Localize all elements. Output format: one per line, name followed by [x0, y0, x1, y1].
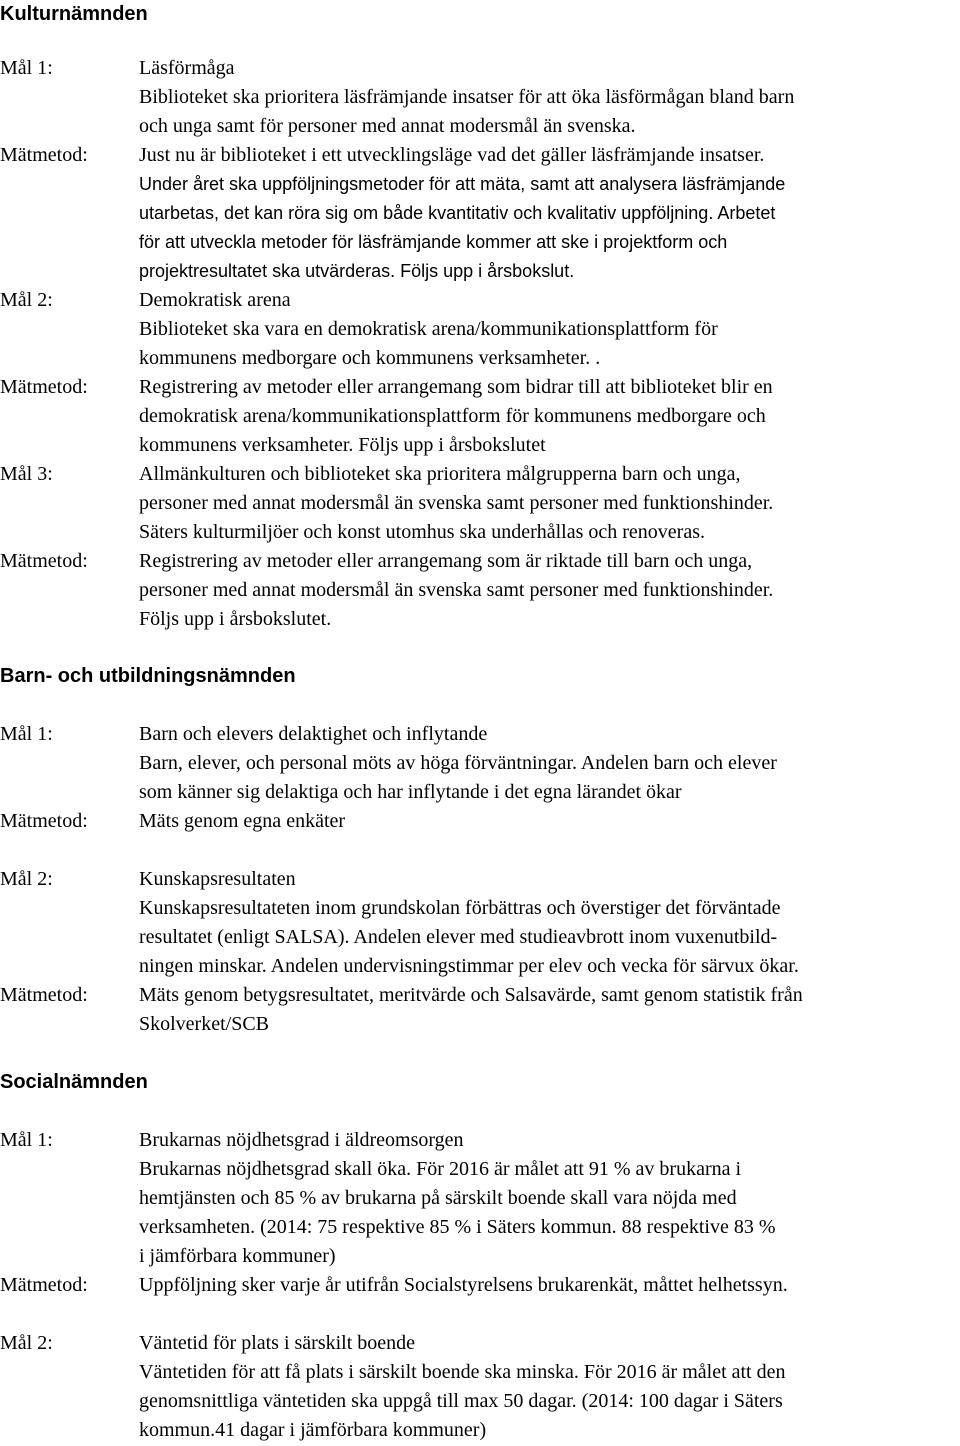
method-label: Mätmetod:	[0, 144, 88, 166]
body-text-line: Kunskapsresultateten inom grundskolan förbättras och överstiger det förväntade	[139, 897, 781, 919]
body-text-line: Barn och elevers delaktighet och inflytande	[139, 723, 488, 745]
body-text-line: Under året ska uppföljningsmetoder för att mäta, samt att analysera läsfrämjande	[139, 174, 786, 194]
method-label: Mätmetod:	[0, 810, 88, 832]
body-text-line: personer med annat modersmål än svenska samt personer med funktionshinder.	[139, 492, 774, 514]
body-text-line: kommunens verksamheter. Följs upp i årsbokslutet	[139, 434, 546, 456]
goal-label: Mål 1:	[0, 723, 53, 745]
body-text-line: Mäts genom betygsresultatet, meritvärde och Salsavärde, samt genom statistik från	[139, 984, 803, 1006]
goal-label: Mål 1:	[0, 57, 53, 79]
body-text-line: Allmänkulturen och biblioteket ska prioritera målgrupperna barn och unga,	[139, 463, 741, 485]
body-text-line: Biblioteket ska vara en demokratisk arena/kommunikationsplattform för	[139, 318, 718, 340]
method-label: Mätmetod:	[0, 984, 88, 1006]
body-text-line: Brukarnas nöjdhetsgrad i äldreomsorgen	[139, 1129, 464, 1151]
body-text-line: Kunskapsresultaten	[139, 868, 296, 890]
goal-label: Mål 2:	[0, 868, 53, 890]
body-text-line: kommunens medborgare och kommunens verksamheter. .	[139, 347, 601, 369]
goal-label: Mål 2:	[0, 1332, 53, 1354]
body-text-line: resultatet (enligt SALSA). Andelen elever med studieavbrott inom vuxenutbild-	[139, 926, 778, 948]
body-text-line: Mäts genom egna enkäter	[139, 810, 346, 832]
section-heading: Kulturnämnden	[0, 3, 148, 25]
body-text-line: personer med annat modersmål än svenska samt personer med funktionshinder.	[139, 579, 774, 601]
body-text-line: som känner sig delaktiga och har inflytande i det egna lärandet ökar	[139, 781, 682, 803]
body-text-line: för att utveckla metoder för läsfrämjande kommer att ske i projektform och	[139, 232, 728, 252]
body-text-line: verksamheten. (2014: 75 respektive 85 % i Säters kommun. 88 respektive 83 %	[139, 1216, 776, 1238]
method-label: Mätmetod:	[0, 550, 88, 572]
section-heading: Socialnämnden	[0, 1071, 148, 1093]
method-label: Mätmetod:	[0, 1274, 88, 1296]
body-text-line: Skolverket/SCB	[139, 1013, 270, 1035]
body-text-line: Säters kulturmiljöer och konst utomhus ska underhållas och renoveras.	[139, 521, 705, 543]
body-text-line: Registrering av metoder eller arrangemang som bidrar till att biblioteket blir en	[139, 376, 773, 398]
goal-label: Mål 1:	[0, 1129, 53, 1151]
body-text-line: Demokratisk arena	[139, 289, 291, 311]
body-text-line: Följs upp i årsbokslutet.	[139, 608, 332, 630]
body-text-line: Brukarnas nöjdhetsgrad skall öka. För 2016 är målet att 91 % av brukarna i	[139, 1158, 742, 1180]
body-text-line: kommun.41 dagar i jämförbara kommuner)	[139, 1419, 487, 1441]
body-text-line: hemtjänsten och 85 % av brukarna på särskilt boende skall vara nöjda med	[139, 1187, 737, 1209]
body-text-line: projektresultatet ska utvärderas. Följs upp i årsbokslut.	[139, 261, 575, 281]
body-text-line: demokratisk arena/kommunikationsplattform för kommunens medborgare och	[139, 405, 766, 427]
body-text-line: genomsnittliga väntetiden ska uppgå till max 50 dagar. (2014: 100 dagar i Säters	[139, 1390, 783, 1412]
goal-label: Mål 2:	[0, 289, 53, 311]
body-text-line: Läsförmåga	[139, 57, 235, 79]
body-text-line: Väntetid för plats i särskilt boende	[139, 1332, 416, 1354]
body-text-line: Barn, elever, och personal möts av höga förväntningar. Andelen barn och elever	[139, 752, 777, 774]
body-text-line: Väntetiden för att få plats i särskilt boende ska minska. För 2016 är målet att den	[139, 1361, 786, 1383]
body-text-line: i jämförbara kommuner)	[139, 1245, 336, 1267]
body-text-line: och unga samt för personer med annat modersmål än svenska.	[139, 115, 636, 137]
goal-label: Mål 3:	[0, 463, 53, 485]
body-text-line: Uppföljning sker varje år utifrån Socialstyrelsens brukarenkät, måttet helhetssyn.	[139, 1274, 788, 1296]
body-text-line: Just nu är biblioteket i ett utvecklingsläge vad det gäller läsfrämjande insatser.	[139, 144, 765, 166]
body-text-line: utarbetas, det kan röra sig om både kvantitativ och kvalitativ uppföljning. Arbetet	[139, 203, 776, 223]
body-text-line: Biblioteket ska prioritera läsfrämjande insatser för att öka läsförmågan bland barn	[139, 86, 795, 108]
body-text-line: Registrering av metoder eller arrangemang som är riktade till barn och unga,	[139, 550, 753, 572]
body-text-line: ningen minskar. Andelen undervisningstimmar per elev och vecka för särvux ökar.	[139, 955, 799, 977]
method-label: Mätmetod:	[0, 376, 88, 398]
section-heading: Barn- och utbildningsnämnden	[0, 665, 296, 687]
